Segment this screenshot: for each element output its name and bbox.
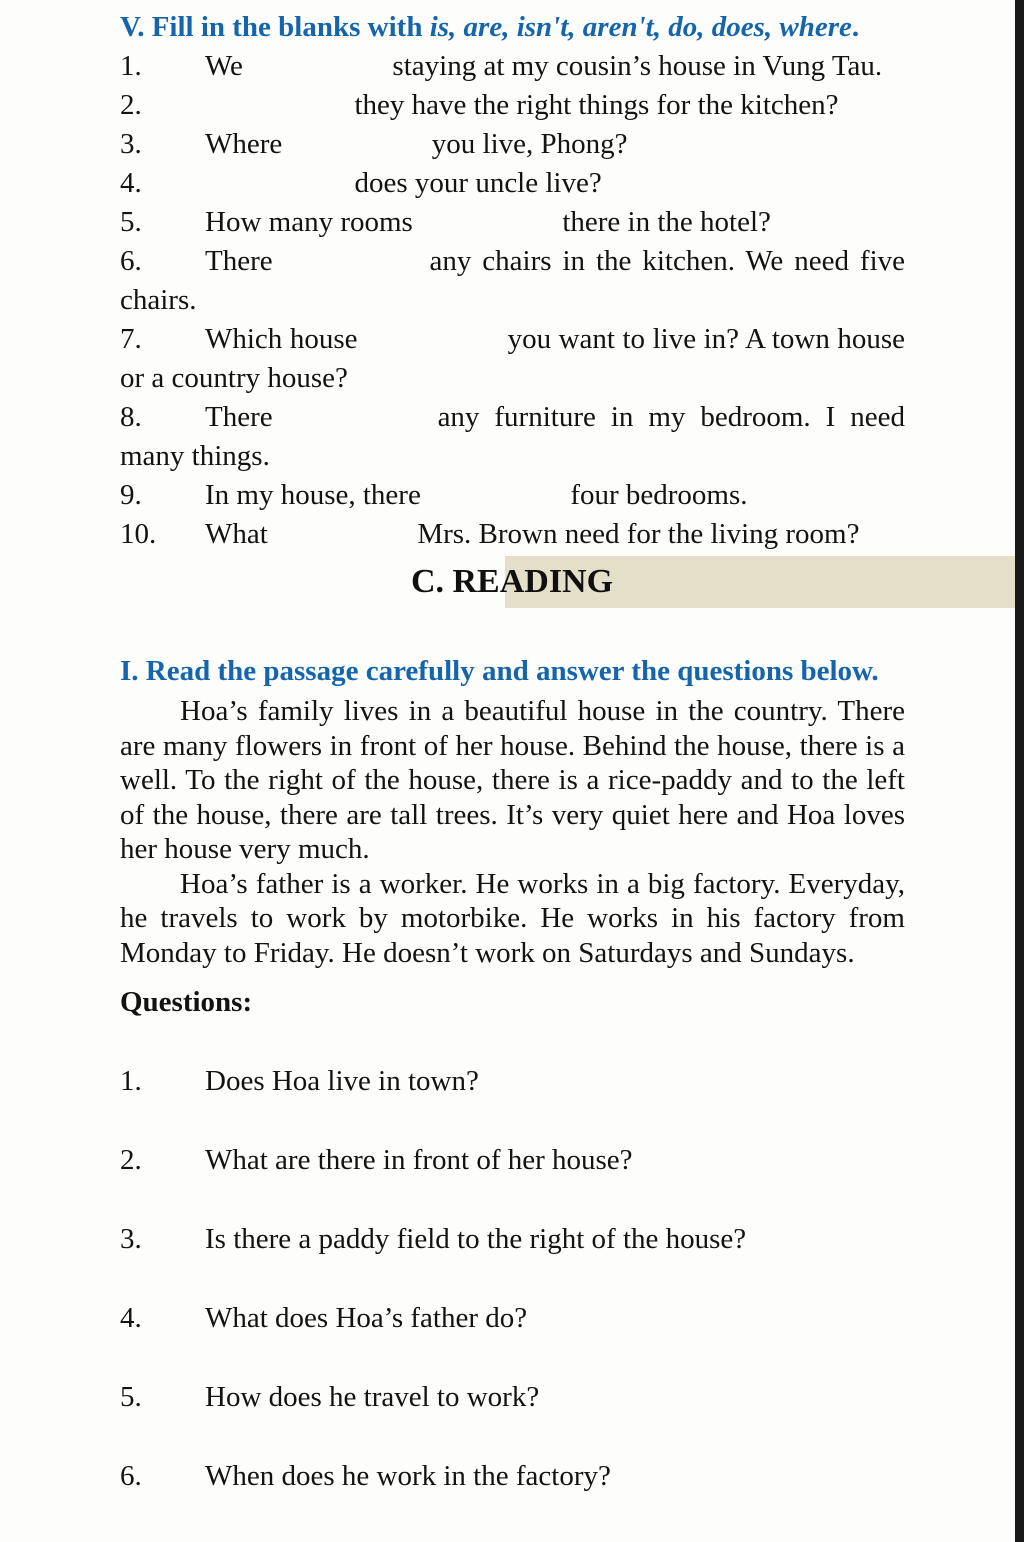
item-post-text: does your uncle live? — [354, 167, 602, 199]
question-6 — [120, 1456, 905, 1496]
fill-item-9 — [120, 476, 905, 515]
question-text: What does Hoa’s father do? — [205, 1302, 528, 1334]
question-number: 5. — [120, 1381, 142, 1413]
question-1 — [120, 1061, 905, 1101]
section-v-title — [120, 8, 905, 47]
questions-label: Questions: — [120, 986, 253, 1018]
item-number: 10. — [120, 518, 157, 550]
item-post-text: any chairs in the kitchen. We need five chairs. — [120, 245, 905, 316]
question-text: When does he work in the factory? — [205, 1460, 611, 1492]
item-post-text: four bedrooms. — [570, 479, 748, 511]
question-text: How does he travel to work? — [205, 1381, 540, 1413]
fill-item-7 — [120, 320, 905, 398]
fill-item-2 — [120, 86, 905, 125]
item-number: 5. — [120, 206, 142, 238]
item-number: 9. — [120, 479, 142, 511]
item-post-text: you live, Phong? — [431, 128, 628, 160]
question-5 — [120, 1377, 905, 1417]
item-post-text: you want to live in? A town house or a country house? — [120, 323, 906, 394]
section-c-heading-block — [0, 554, 1024, 610]
section-v-title-prefix: V. Fill in the blanks with — [120, 11, 430, 43]
fill-item-6 — [120, 242, 905, 320]
item-number: 4. — [120, 167, 142, 199]
question-text: Is there a paddy field to the right of the house? — [205, 1223, 747, 1255]
reading-passage — [120, 694, 905, 970]
fill-blank — [420, 229, 555, 231]
fill-blank — [284, 268, 419, 270]
fill-item-5 — [120, 203, 905, 242]
item-post-text: Mrs. Brown need for the living room? — [417, 518, 860, 550]
fill-item-8 — [120, 398, 905, 476]
scan-edge-strip — [1015, 0, 1024, 1542]
fill-item-3 — [120, 125, 905, 164]
question-2 — [120, 1140, 905, 1180]
item-post-text: any furniture in my bedroom. I need many things. — [120, 401, 906, 472]
section-v-title-suffix: . — [851, 11, 860, 43]
question-number: 2. — [120, 1144, 142, 1176]
fill-item-4 — [120, 164, 905, 203]
fill-item-1 — [120, 47, 905, 86]
item-pre-text: Where — [205, 128, 283, 160]
item-number: 3. — [120, 128, 142, 160]
section-c-heading: C. READING — [410, 563, 614, 600]
item-pre-text: In my house, there — [205, 479, 421, 511]
item-pre-text: We — [205, 50, 243, 82]
item-number: 7. — [120, 323, 142, 355]
fill-blank — [275, 541, 410, 543]
question-number: 1. — [120, 1065, 142, 1097]
item-number: 8. — [120, 401, 142, 433]
item-pre-text: There — [205, 401, 273, 433]
fill-blank — [290, 151, 425, 153]
fill-blank — [365, 346, 500, 348]
item-number: 1. — [120, 50, 142, 82]
question-4 — [120, 1298, 905, 1338]
section-v-title-wordlist: is, are, isn't, aren't, do, does, where — [429, 11, 852, 43]
item-pre-text: There — [205, 245, 273, 277]
question-number: 3. — [120, 1223, 142, 1255]
question-number: 6. — [120, 1460, 142, 1492]
item-pre-text: Which house — [205, 323, 358, 355]
section-i-heading: I. Read the passage carefully and answer the questions below. — [120, 655, 879, 687]
item-post-text: there in the hotel? — [562, 206, 771, 238]
question-number: 4. — [120, 1302, 142, 1334]
fill-item-10 — [120, 515, 905, 554]
item-number: 6. — [120, 245, 142, 277]
fill-blank — [288, 424, 423, 426]
passage-paragraph-2: Hoa’s father is a worker. He works in a big factory. Everyday, he travels to work by motorbike. He works in his factory from Monday to Friday. He doesn’t work on Saturdays and Sundays. — [120, 867, 905, 969]
question-text: Does Hoa live in town? — [205, 1065, 479, 1097]
fill-blank — [212, 112, 347, 114]
question-text: What are there in front of her house? — [205, 1144, 633, 1176]
question-3 — [120, 1219, 905, 1259]
fill-blank — [428, 502, 563, 504]
passage-paragraph-1: Hoa’s family lives in a beautiful house in the country. There are many flowers in front of her house. Behind the house, there is a well. To the right of the house, there is a rice-paddy and to the left of the house, there are tall trees. It’s very quiet here and Hoa loves her house very much. — [120, 695, 905, 865]
item-number: 2. — [120, 89, 142, 121]
item-post-text: they have the right things for the kitchen? — [354, 89, 839, 121]
item-post-text: staying at my cousin’s house in Vung Tau. — [392, 50, 883, 82]
item-pre-text: How many rooms — [205, 206, 413, 238]
fill-blank — [212, 190, 347, 192]
item-pre-text: What — [205, 518, 268, 550]
fill-blank — [250, 73, 385, 75]
